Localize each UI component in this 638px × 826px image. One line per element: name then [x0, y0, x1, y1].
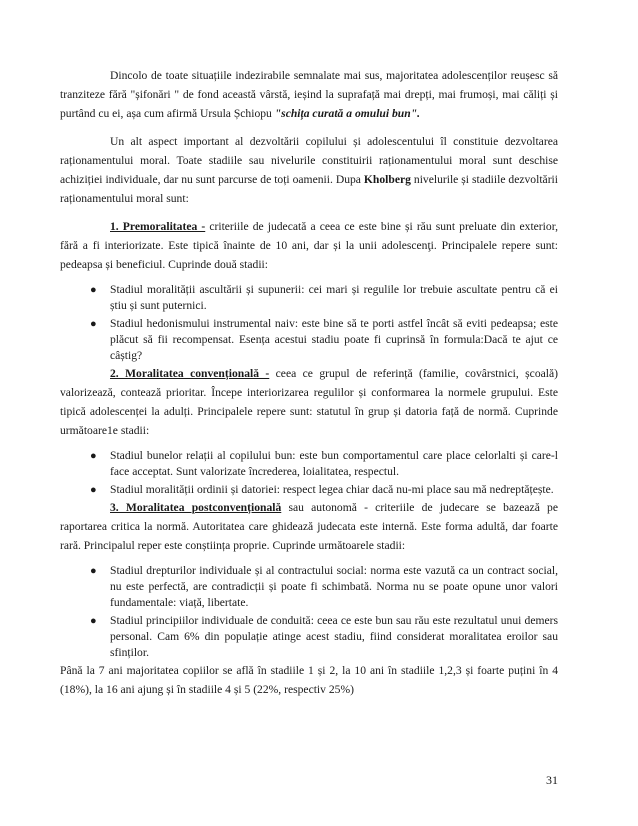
bullet-icon: ●: [90, 615, 97, 627]
list-item: [60, 316, 558, 364]
paragraph-intro: [60, 66, 558, 123]
stage-text: Stadiul drepturilor individuale și al contractului social: norma este vazută ca un contract social, nu este perfectă, are contradicții și poate fi schimbată. Norma nu se poate opune unor valori fundamentale: viață, libertate.: [110, 564, 558, 609]
level-3-stages-list: [60, 563, 558, 661]
level-3-text: sau autonomă - criteriile de judecare se bazează pe raportarea critica la normă. Autoritatea care ghidează judecata este internă. Este forma adultă, dar foarte rară. Principalul reper este conștiința proprie. Cuprinde următoarele stadii:: [60, 501, 559, 552]
kholberg-name: Kholberg: [363, 173, 411, 186]
moral-reasoning-text: Un alt aspect important al dezvoltării copilului și adolescentului îl constituie dezvoltarea raționamentului moral. Toate stadiile sau nivelurile constituirii raționamentului moral sunt deschise achiziției individuale, dar nu sunt parcurse de toți oamenii. Dupa: [60, 135, 558, 186]
paragraph-moral-reasoning: [60, 132, 558, 208]
bullet-icon: ●: [90, 284, 97, 296]
level-1-text: criteriile de judecată a ceea ce este bine și rău sunt preluate din exterior, fără a fi interiorizate. Este tipică înainte de 10 ani, dar și la unii adolescenţi. Principalele repere sunt: pedeapsa și beneficiul. Cuprinde două stadii:: [60, 220, 558, 271]
level-1-heading: 1. Premoralitatea -: [110, 220, 206, 233]
level-2-heading: 2. Moralitatea convențională -: [110, 367, 270, 380]
bullet-icon: ●: [90, 318, 97, 330]
page-number: 31: [546, 773, 558, 787]
level-3-paragraph: [60, 498, 558, 555]
list-item: [60, 563, 558, 611]
stage-text: Stadiul bunelor relații al copilului bun: este bun comportamentul care place celorlalti și care-l face acceptat. Sunt valorizate încrederea, loialitatea, respectul.: [110, 449, 558, 478]
list-item: [60, 448, 558, 480]
level-1-stages-list: [60, 282, 558, 364]
list-item: [60, 282, 558, 314]
schiopu-quote: "schița curată a omului bun".: [274, 107, 421, 120]
closing-paragraph: Până la 7 ani majoritatea copiilor se află în stadiile 1 și 2, la 10 ani în stadiile 1,2,3 și foarte puțini în 4 (18%), la 16 ani ajung și în stadiile 4 și 5 (22%, respectiv 25%): [60, 664, 558, 696]
stage-text: Stadiul moralității ordinii și datoriei: respect legea chiar dacă nu-mi place sau mă nedreptățește.: [110, 483, 554, 496]
page-content: [60, 66, 558, 699]
stage-text: Stadiul moralității ascultării și supunerii: cei mari și regulile lor trebuie ascultate pentru că ei știu și sunt puternici.: [110, 283, 558, 312]
bullet-icon: ●: [90, 450, 97, 462]
level-2-text: ceea ce grupul de referință (familie, covârstnici, școală) valorizează, contează prioritar. Începe interiorizarea regulilor și conformarea la normele grupului. Este tipică adolescenței la adulți. Principalele repere sunt: statutul în grup și datoria față de normă. Cuprinde următoare1e stadii:: [60, 367, 558, 437]
stage-text: Stadiul principiilor individuale de conduită: ceea ce este bun sau rău este rezultatul unui demers personal. Cam 6% din populație atinge acest stadiu, fiind considerat moralitatea eroilor sau sfinților.: [110, 614, 558, 659]
moral-reasoning-tail: nivelurile și stadiile dezvoltării raționamentului moral sunt:: [60, 173, 558, 205]
list-item: [60, 482, 558, 498]
stage-text: Stadiul hedonismului instrumental naiv: este bine să te porti astfel încât să eviti pedeapsa; este plăcut să fii recompensat. Esența acestui stadiu poate fi cuprinsă în formula:Dacă te ajut ce câștig?: [110, 317, 558, 362]
level-2-paragraph: [60, 364, 558, 440]
level-3-heading: 3. Moralitatea postconvențională: [110, 501, 282, 514]
level-2-stages-list: [60, 448, 558, 498]
level-1-paragraph: [60, 217, 558, 274]
paragraph-intro-text: Dincolo de toate situațiile indezirabile semnalate mai sus, majoritatea adolescenților reușesc să tranziteze fără "șifonări " de fond această vârstă, ieșind la suprafață mai drepți, mai frumoși, mai căliți și purtând cu ei, așa cum afirmă Ursula Șchiopu: [60, 69, 558, 120]
list-item: [60, 613, 558, 661]
bullet-icon: ●: [90, 484, 97, 496]
bullet-icon: ●: [90, 565, 97, 577]
